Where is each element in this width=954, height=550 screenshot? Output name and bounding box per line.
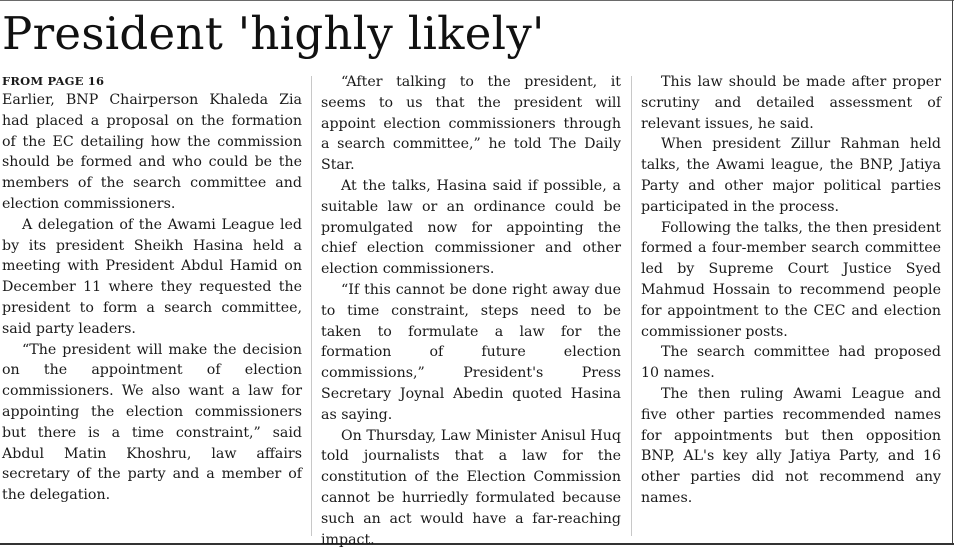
paragraph: Following the talks, the then president formed a four-member search committee led by Supreme Court Justice Syed Mahmud Hossain to recommend people for appointment to the CEC and election commissioner posts. [641, 219, 941, 340]
continuation-kicker: FROM PAGE 16 [2, 74, 105, 88]
headline: President 'highly likely' [2, 7, 545, 60]
paragraph: The then ruling Awami League and five other parties recommended names for appointments but then opposition BNP, AL's key ally Jatiya Party, and 16 other parties did not recommend any names. [641, 385, 941, 506]
paragraph: “If this cannot be done right away due to time constraint, steps need to be taken to formulate a law for the formation of future election commissions,” President's Press Secretary Joynal Abedin quoted Hasina as saying. [321, 281, 621, 423]
paragraph: “After talking to the president, it seems to us that the president will appoint election commissioners through a search committee,” he told The Daily Star. [321, 74, 621, 174]
paragraph: At the talks, Hasina said if possible, a suitable law or an ordinance could be promulgated now for appointing the chief election commissioner and other election commissioners. [321, 177, 621, 278]
column-divider [631, 76, 632, 536]
paragraph: This law should be made after proper scrutiny and detailed assessment of relevant issues, he said. [641, 74, 941, 132]
column-divider [311, 76, 312, 536]
column-1 [2, 73, 302, 506]
paragraph: “The president will make the decision on the appointment of election commissioners. We also want a law for appointing the election commissioners but there is a time constraint,” said Abdul Matin Khoshru, law affairs secretary of the party and a member of the delegation. [2, 341, 302, 504]
paragraph: The search committee had proposed 10 names. [641, 344, 941, 382]
top-border [0, 0, 954, 1]
paragraph: On Thursday, Law Minister Anisul Huq told journalists that a law for the constitution of the Election Commission cannot be hurriedly formulated because such an act would have a far-reaching impact. [321, 427, 621, 548]
right-border [952, 0, 953, 544]
paragraph: When president Zillur Rahman held talks, the Awami league, the BNP, Jatiya Party and other major political parties participated in the process. [641, 136, 941, 215]
paragraph: Earlier, BNP Chairperson Khaleda Zia had placed a proposal on the formation of the EC detailing how the commission should be formed and who could be the members of the search committee and election commissioners. [2, 92, 302, 212]
column-2 [321, 72, 621, 550]
paragraph: A delegation of the Awami League led by its president Sheikh Hasina held a meeting with President Abdul Hamid on December 11 where they requested the president to form a search committee, said party leaders. [2, 216, 302, 337]
column-3 [641, 72, 941, 509]
